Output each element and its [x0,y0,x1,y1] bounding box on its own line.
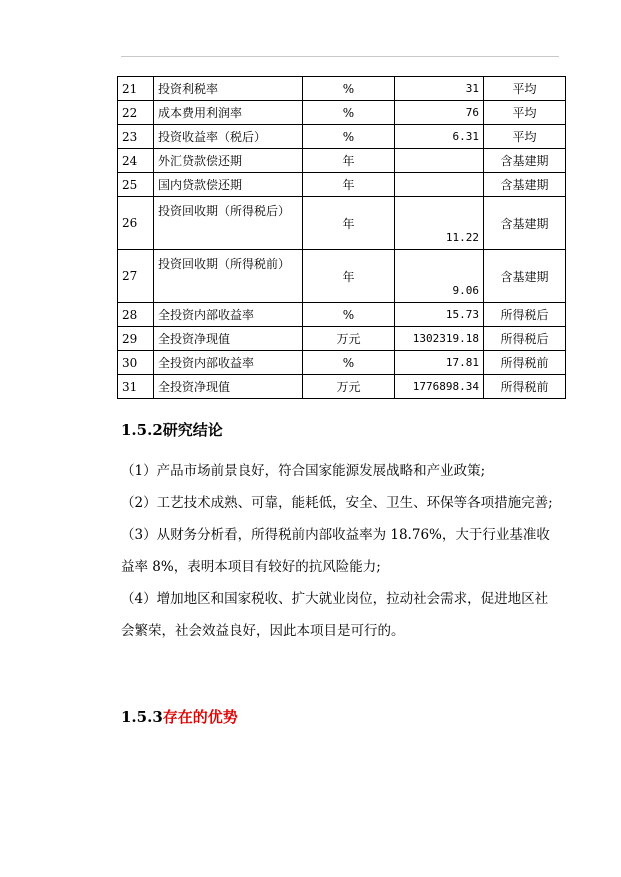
table-row [118,375,566,399]
section-heading-advantages [121,706,238,727]
indicator-name: 全投资净现值 [154,327,303,351]
value-cell: 1302319.18 [395,327,484,351]
row-number: 23 [118,125,154,149]
table-row [118,101,566,125]
table-row [118,77,566,101]
note-cell: 所得税前 [484,375,566,399]
value-cell [395,173,484,197]
indicator-name: 国内贷款偿还期 [154,173,303,197]
indicator-name: 全投资内部收益率 [154,351,303,375]
section-heading-research-conclusion [121,419,223,440]
unit-cell: % [303,125,395,149]
unit-cell: % [303,77,395,101]
note-cell: 平均 [484,101,566,125]
table-row [118,303,566,327]
value-cell: 9.06 [395,250,484,303]
table-row [118,351,566,375]
unit-cell: % [303,101,395,125]
conclusion-item: （3）从财务分析看，所得税前内部收益率为 18.76%，大于行业基准收益率 8%，表明本项目有较好的抗风险能力; [121,527,550,575]
note-cell: 平均 [484,125,566,149]
value-cell: 17.81 [395,351,484,375]
row-number: 31 [118,375,154,399]
indicator-name: 投资利税率 [154,77,303,101]
row-number: 24 [118,149,154,173]
unit-cell: 万元 [303,327,395,351]
note-cell: 所得税后 [484,327,566,351]
row-number: 25 [118,173,154,197]
value-cell: 11.22 [395,197,484,250]
table-row [118,125,566,149]
table-row [118,197,566,250]
unit-cell: 年 [303,173,395,197]
financial-indicators-table [117,76,566,399]
section-number: 1.5.3 [121,708,163,726]
row-number: 30 [118,351,154,375]
table-row [118,327,566,351]
unit-cell: 万元 [303,375,395,399]
section-number: 1.5.2 [121,421,163,439]
row-number: 27 [118,250,154,303]
row-number: 29 [118,327,154,351]
note-cell: 所得税前 [484,351,566,375]
table-row [118,149,566,173]
conclusion-item: （1）产品市场前景良好，符合国家能源发展战略和产业政策; [121,463,486,479]
note-cell: 含基建期 [484,250,566,303]
note-cell: 平均 [484,77,566,101]
page-header-rule [121,56,559,57]
table-row [118,173,566,197]
row-number: 28 [118,303,154,327]
unit-cell: % [303,303,395,327]
value-cell: 31 [395,77,484,101]
value-cell: 76 [395,101,484,125]
indicator-name: 全投资内部收益率 [154,303,303,327]
value-cell [395,149,484,173]
indicator-name: 投资回收期（所得税前） [154,250,303,303]
section-title: 研究结论 [162,421,223,439]
note-cell: 所得税后 [484,303,566,327]
indicator-name: 全投资净现值 [154,375,303,399]
unit-cell: 年 [303,250,395,303]
indicator-name: 外汇贷款偿还期 [154,149,303,173]
unit-cell: 年 [303,149,395,173]
note-cell: 含基建期 [484,173,566,197]
row-number: 22 [118,101,154,125]
indicator-name: 成本费用利润率 [154,101,303,125]
value-cell: 1776898.34 [395,375,484,399]
note-cell: 含基建期 [484,197,566,250]
value-cell: 6.31 [395,125,484,149]
indicator-name: 投资回收期（所得税后） [154,197,303,250]
note-cell: 含基建期 [484,149,566,173]
row-number: 21 [118,77,154,101]
row-number: 26 [118,197,154,250]
indicator-name: 投资收益率（税后） [154,125,303,149]
unit-cell: % [303,351,395,375]
conclusion-paragraphs [121,455,561,647]
section-title: 存在的优势 [162,708,238,726]
value-cell: 15.73 [395,303,484,327]
conclusion-item: （4）增加地区和国家税收、扩大就业岗位，拉动社会需求，促进地区社会繁荣，社会效益良好，因此本项目是可行的。 [121,591,549,639]
conclusion-item: （2）工艺技术成熟、可靠，能耗低，安全、卫生、环保等各项措施完善; [121,495,553,511]
unit-cell: 年 [303,197,395,250]
table-row [118,250,566,303]
